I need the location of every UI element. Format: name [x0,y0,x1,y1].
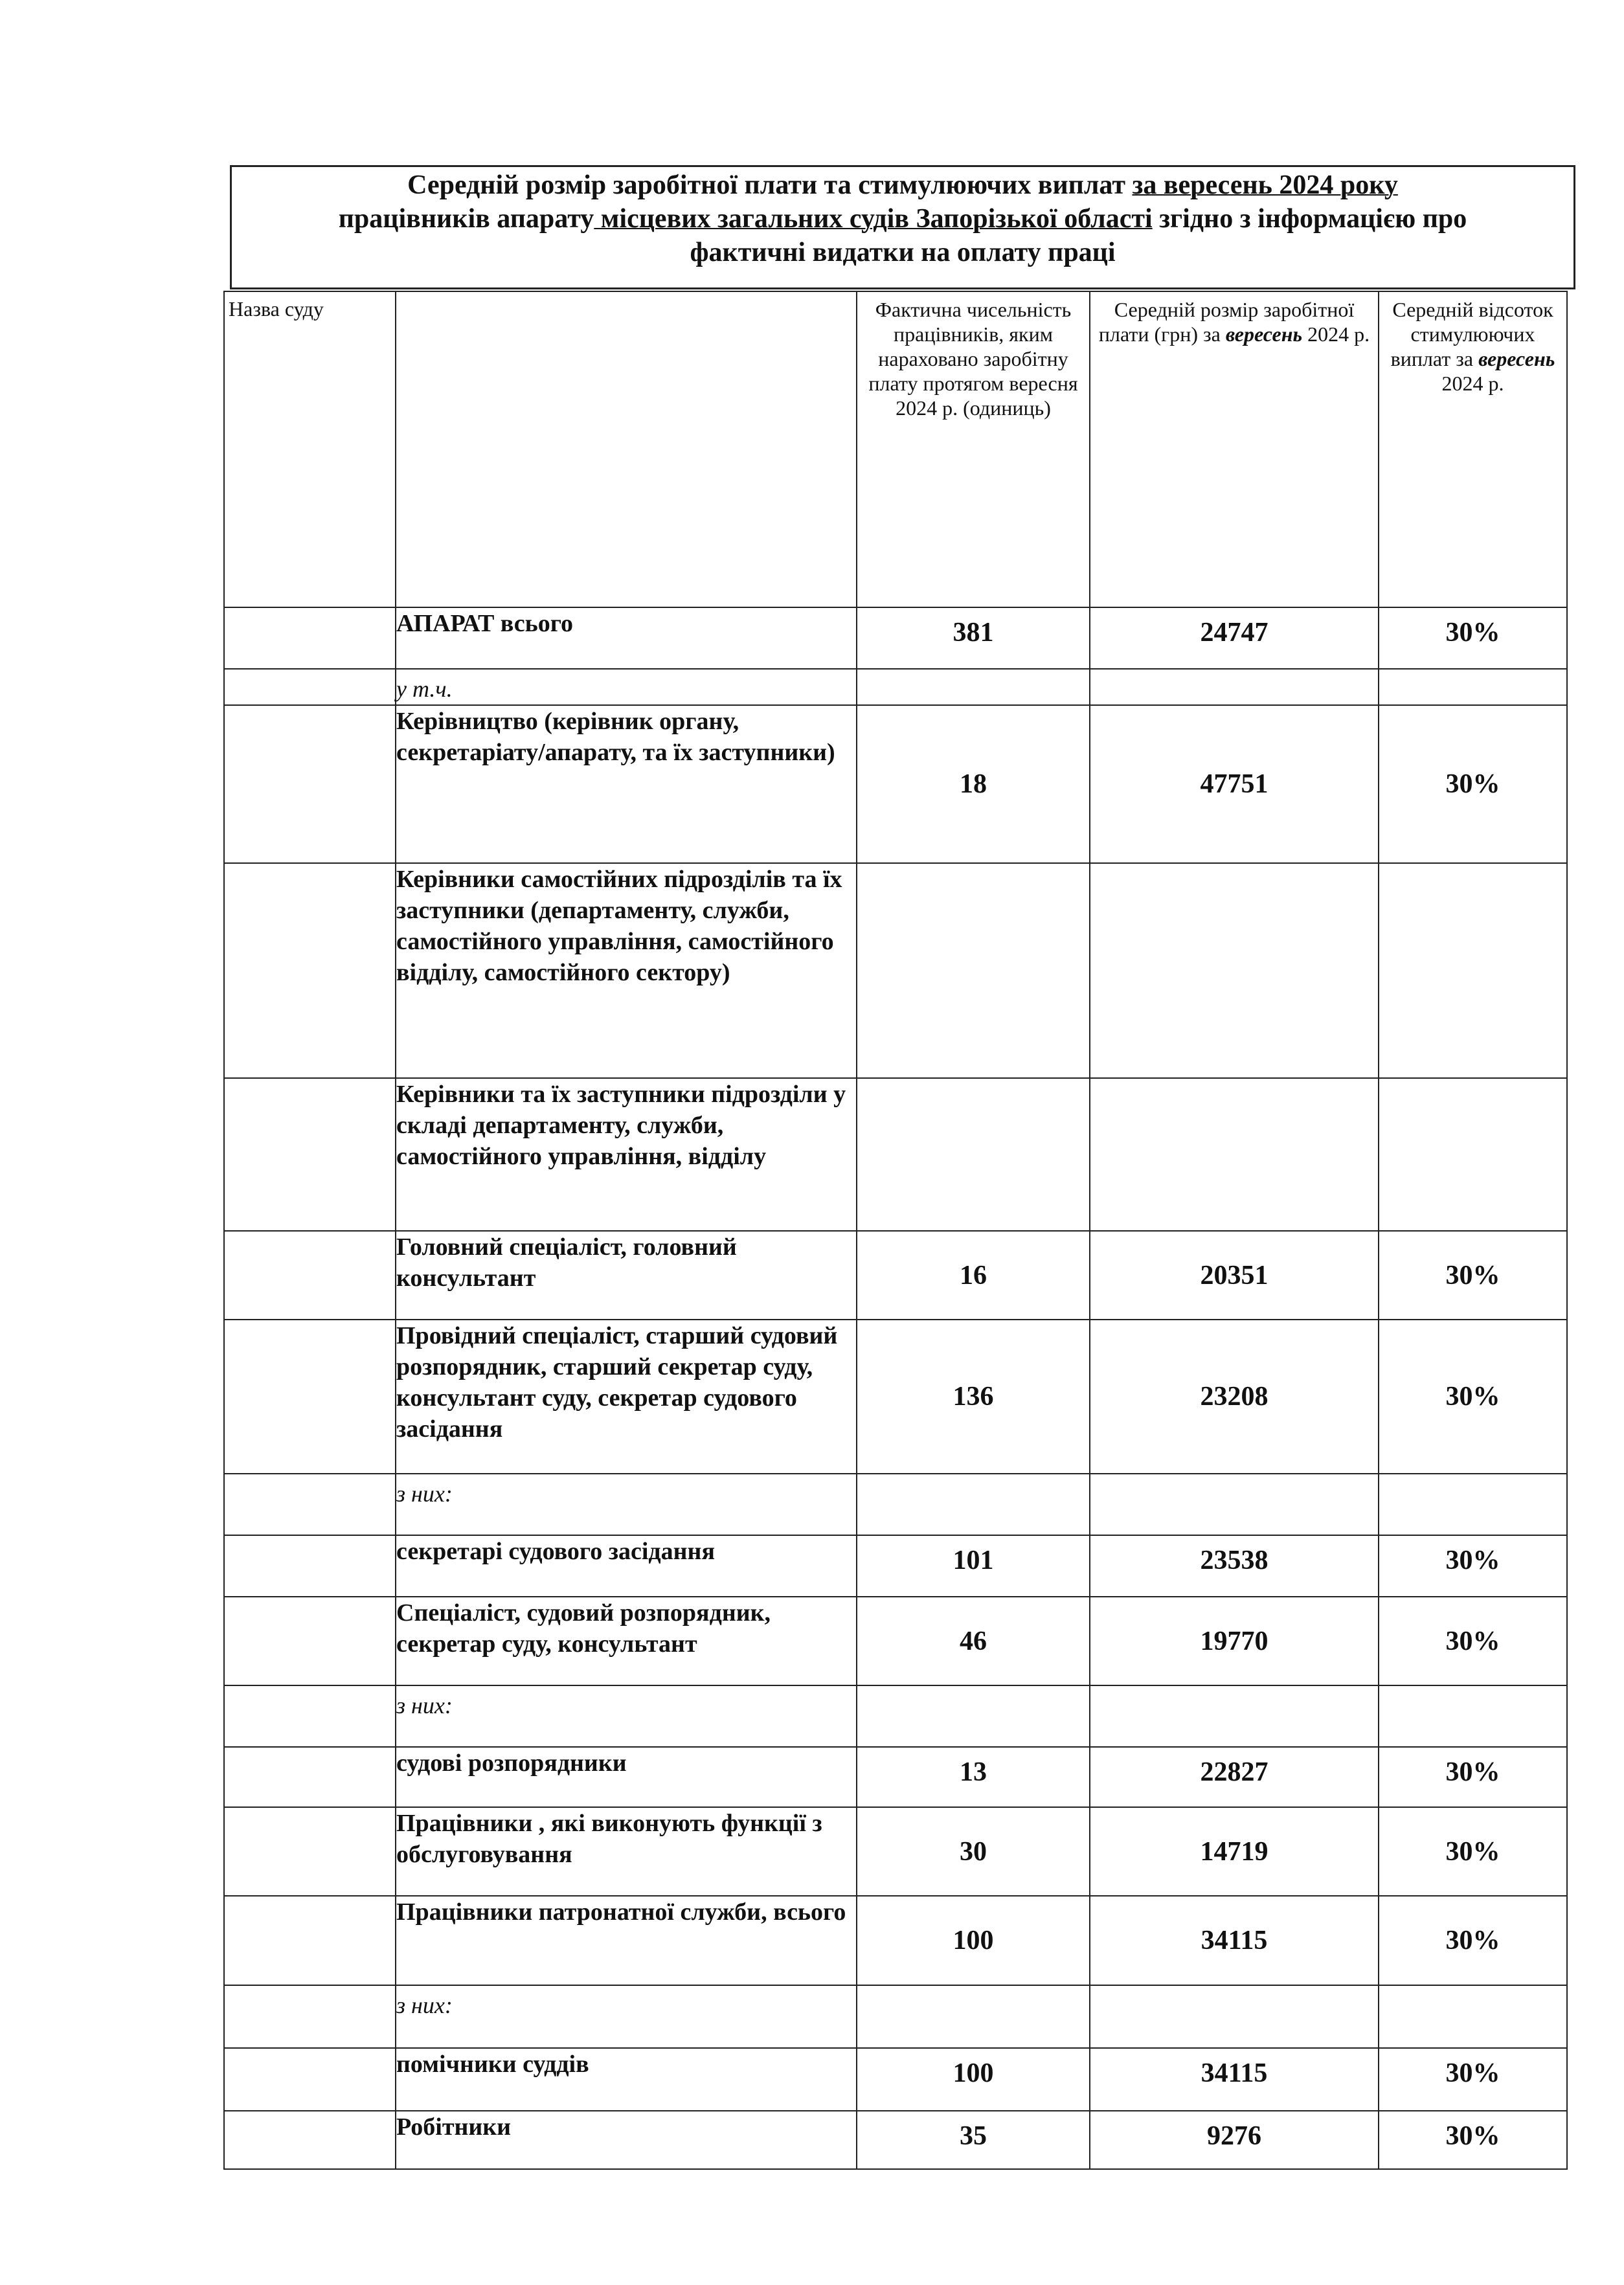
bonus-cell [1379,1685,1567,1747]
table-row [224,1807,1567,1896]
table-row [224,1535,1567,1597]
report-title [230,165,1575,289]
salary-cell: 47751 [1090,705,1379,863]
salary-cell: 23538 [1090,1535,1379,1597]
table-row [224,1597,1567,1685]
table-row [224,2048,1567,2111]
title-line3-text: фактичні видатки на оплату праці [690,238,1116,267]
header-blank [396,291,857,607]
table-row [224,1320,1567,1474]
position-label: Працівники , які виконують функції з обслуговування [396,1807,857,1896]
table-row [224,1474,1567,1535]
title-period: за вересень 2024 року [1132,170,1398,200]
header-bonus-text: Середній відсоток стимулюючих виплат за [1390,298,1553,370]
count-cell: 16 [857,1231,1090,1320]
position-label: Керівництво (керівник органу, секретаріату/апарату, та їх заступники) [396,705,857,863]
position-label: Робітники [396,2111,857,2169]
header-salary-text: Середній розмір заробітної плати (грн) за [1098,298,1355,346]
court-name-cell [224,1474,396,1535]
court-name-cell [224,1896,396,1985]
salary-cell: 20351 [1090,1231,1379,1320]
court-name-cell [224,1985,396,2048]
count-cell [857,669,1090,705]
position-label: Провідний спеціаліст, старший судовий розпорядник, старший секретар суду, консультант суду, секретар судового засідання [396,1320,857,1474]
title-line1-text: Середній розмір заробітної плати та стимулюючих виплат [407,170,1133,200]
court-name-cell [224,2111,396,2169]
court-name-cell [224,607,396,669]
court-name-cell [224,863,396,1078]
header-salary [1090,291,1379,607]
salary-cell: 14719 [1090,1807,1379,1896]
count-cell: 136 [857,1320,1090,1474]
count-cell: 46 [857,1597,1090,1685]
bonus-cell: 30% [1379,705,1567,863]
position-label: Працівники патронатної служби, всього [396,1896,857,1985]
court-name-cell [224,669,396,705]
bonus-cell [1379,1078,1567,1231]
bonus-cell: 30% [1379,1896,1567,1985]
salary-cell [1090,669,1379,705]
count-cell: 101 [857,1535,1090,1597]
header-court-name: Назва суду [224,291,396,607]
header-salary-month: вересень [1225,322,1303,346]
count-cell [857,1078,1090,1231]
salary-cell: 19770 [1090,1597,1379,1685]
salary-cell [1090,1685,1379,1747]
title-courts: місцевих загальних судів Запорізької області [594,204,1153,234]
position-label: помічники суддів [396,2048,857,2111]
count-cell [857,863,1090,1078]
bonus-cell: 30% [1379,1807,1567,1896]
count-cell: 100 [857,1896,1090,1985]
salary-cell: 9276 [1090,2111,1379,2169]
bonus-cell: 30% [1379,607,1567,669]
bonus-cell: 30% [1379,1320,1567,1474]
table-row [224,705,1567,863]
table-row [224,1747,1567,1807]
count-cell: 18 [857,705,1090,863]
position-label: у т.ч. [396,669,857,705]
table-row [224,1078,1567,1231]
table-row [224,1685,1567,1747]
salary-cell: 34115 [1090,1896,1379,1985]
salary-cell [1090,1985,1379,2048]
table-row [224,607,1567,669]
court-name-cell [224,1231,396,1320]
header-count: Фактична чисельність працівників, яким нараховано заробітну плату протягом вересня 2024 р. (одиниць) [857,291,1090,607]
bonus-cell [1379,1474,1567,1535]
count-cell: 100 [857,2048,1090,2111]
court-name-cell [224,1078,396,1231]
position-label: Керівники самостійних підрозділів та їх заступники (департаменту, служби, самостійного управління, самостійного відділу, самостійного сектору) [396,863,857,1078]
table-header-row [224,291,1567,607]
position-label: з них: [396,1685,857,1747]
bonus-cell: 30% [1379,1231,1567,1320]
table-row [224,1985,1567,2048]
bonus-cell: 30% [1379,2111,1567,2169]
count-cell [857,1685,1090,1747]
header-salary-year: 2024 р. [1302,322,1370,346]
court-name-cell [224,2048,396,2111]
salary-cell [1090,1078,1379,1231]
count-cell: 381 [857,607,1090,669]
count-cell: 13 [857,1747,1090,1807]
bonus-cell: 30% [1379,1597,1567,1685]
salary-cell: 23208 [1090,1320,1379,1474]
header-bonus-month: вересень [1478,347,1555,370]
salary-cell [1090,863,1379,1078]
table-row [224,2111,1567,2169]
position-label: Керівники та їх заступники підрозділи у складі департаменту, служби, самостійного управління, відділу [396,1078,857,1231]
bonus-cell [1379,863,1567,1078]
count-cell: 30 [857,1807,1090,1896]
count-cell: 35 [857,2111,1090,2169]
court-name-cell [224,1535,396,1597]
salary-cell [1090,1474,1379,1535]
title-line2-tail: згідно з інформацією про [1152,204,1467,234]
court-name-cell [224,1685,396,1747]
position-label: АПАРАТ всього [396,607,857,669]
salary-cell: 24747 [1090,607,1379,669]
header-bonus-year: 2024 р. [1441,372,1504,395]
salary-cell: 22827 [1090,1747,1379,1807]
header-bonus [1379,291,1567,607]
title-line2-text: працівників апарату [338,204,594,234]
position-label: Головний спеціаліст, головний консультант [396,1231,857,1320]
position-label: з них: [396,1474,857,1535]
position-label: секретарі судового засідання [396,1535,857,1597]
position-label: судові розпорядники [396,1747,857,1807]
salary-table [223,291,1568,2170]
count-cell [857,1985,1090,2048]
table-body [224,607,1567,2169]
position-label: з них: [396,1985,857,2048]
position-label: Спеціаліст, судовий розпорядник, секретар суду, консультант [396,1597,857,1685]
court-name-cell [224,1597,396,1685]
court-name-cell [224,1747,396,1807]
bonus-cell [1379,669,1567,705]
court-name-cell [224,1807,396,1896]
bonus-cell: 30% [1379,1535,1567,1597]
table-row [224,669,1567,705]
table-row [224,1231,1567,1320]
count-cell [857,1474,1090,1535]
table-row [224,1896,1567,1985]
bonus-cell: 30% [1379,2048,1567,2111]
table-row [224,863,1567,1078]
salary-cell: 34115 [1090,2048,1379,2111]
bonus-cell [1379,1985,1567,2048]
court-name-cell [224,1320,396,1474]
court-name-cell [224,705,396,863]
bonus-cell: 30% [1379,1747,1567,1807]
